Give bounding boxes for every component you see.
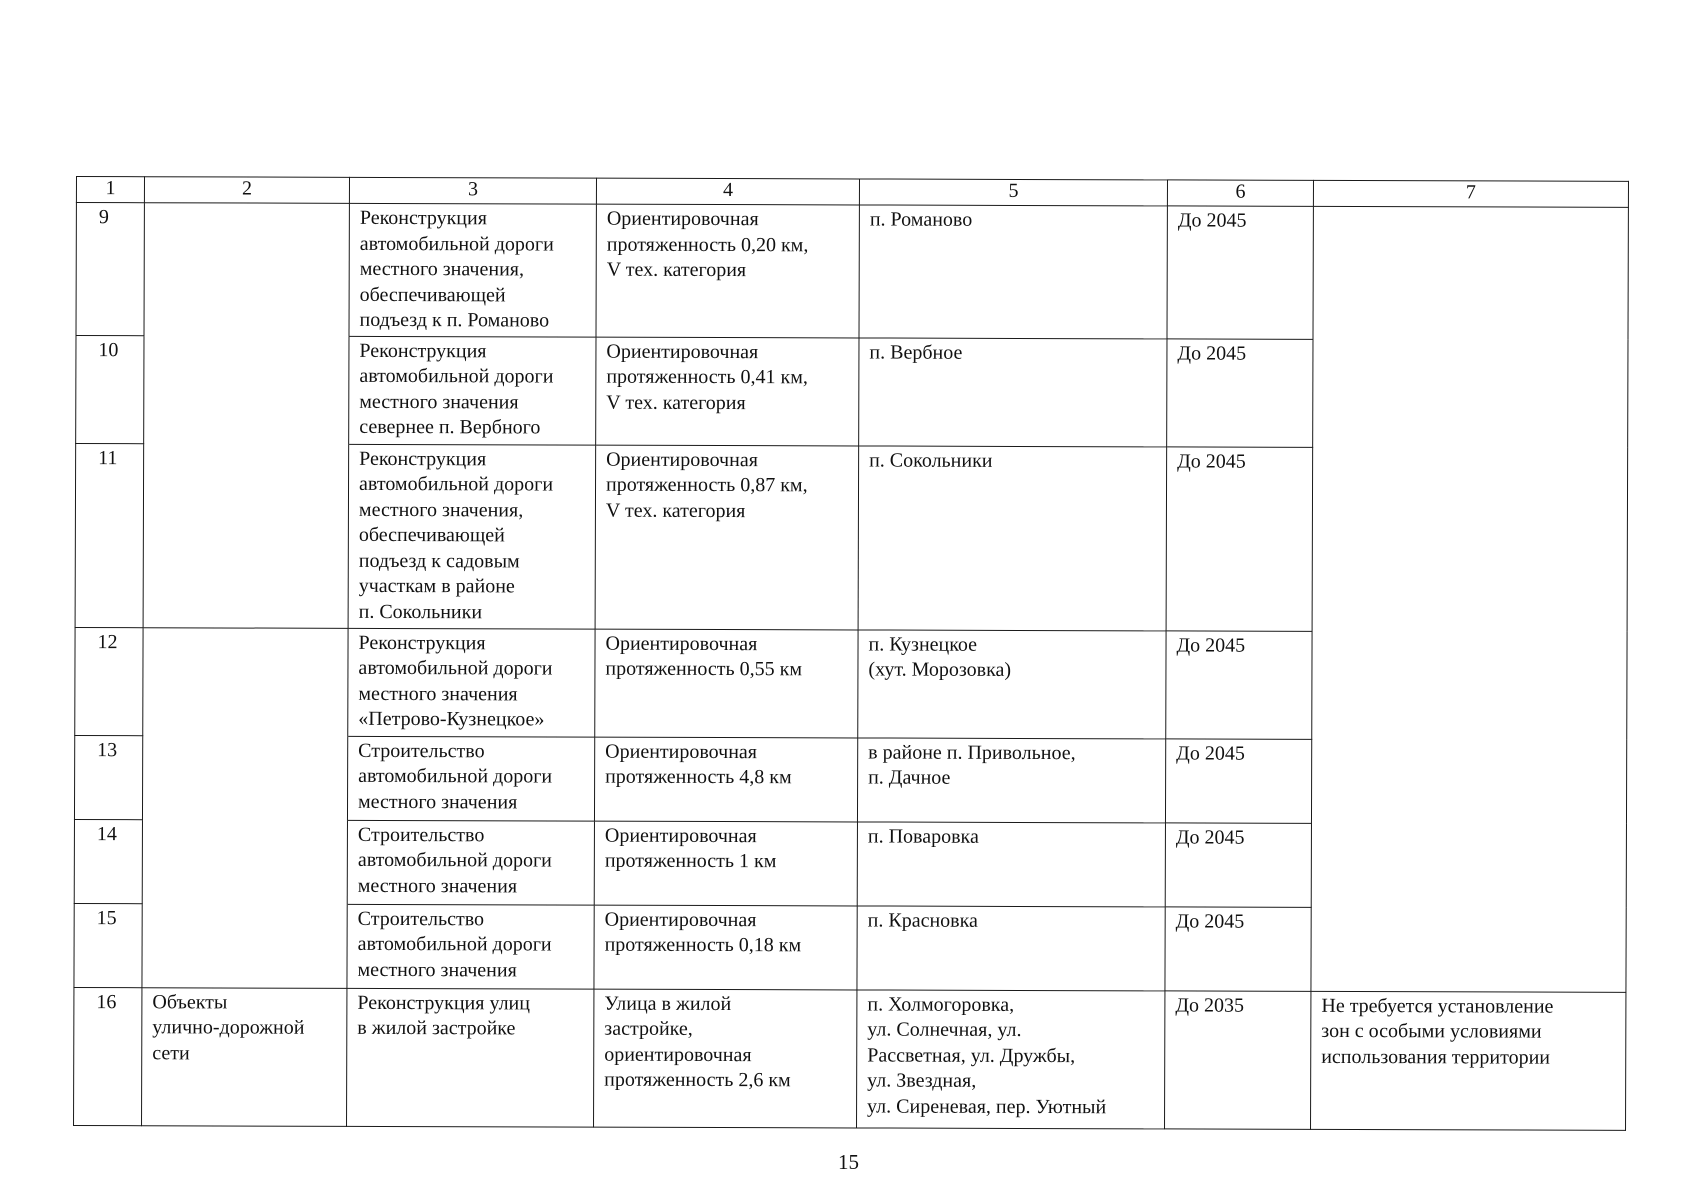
object-name: Реконструкция автомобильной дороги местного значения, обеспечивающей подъезд к садовым участкам в районе п. Сокольники [348,444,596,629]
object-location: в районе п. Привольное, п. Дачное [857,737,1165,822]
row-number: 11 [75,443,144,627]
column-header: 4 [596,178,859,205]
object-name: Строительство автомобильной дороги местного значения [347,904,594,989]
column-header: 2 [144,177,349,204]
special-zones [1312,447,1628,632]
table-row [75,443,1628,632]
implementation-term: До 2045 [1166,446,1313,630]
object-name: Реконструкция улиц в жилой застройке [347,988,594,1127]
row-number: 12 [75,627,143,735]
object-category [142,819,347,904]
special-zones [1311,907,1626,992]
row-number: 14 [74,819,142,903]
object-category [142,735,347,820]
object-characteristics: Ориентировочная протяженность 0,87 км, V тех. категория [595,445,859,630]
page-number: 15 [838,1150,859,1174]
table-row [74,819,1626,908]
table-row [74,903,1626,992]
object-name: Реконструкция автомобильной дороги местного значения, обеспечивающей подъезд к п. Романово [349,203,596,336]
object-location: п. Кузнецкое (хут. Морозовка) [858,629,1166,738]
object-characteristics: Ориентировочная протяженность 0,41 км, V тех. категория [596,337,859,446]
object-category [143,627,348,736]
implementation-term: До 2045 [1167,206,1313,339]
special-zones [1311,823,1626,908]
object-category [144,335,349,444]
object-location: п. Холмогоровка, ул. Солнечная, ул. Рассветная, ул. Дружбы, ул. Звездная, ул. Сиреневая, пер. Уютный [857,989,1165,1128]
object-name: Строительство автомобильной дороги местного значения [347,736,594,821]
special-zones [1313,206,1628,339]
object-location: п. Романово [859,205,1167,338]
object-location: п. Сокольники [858,445,1167,630]
special-zones: Не требуется установление зон с особыми условиями использования территории [1311,991,1626,1130]
object-location: п. Поваровка [857,821,1165,906]
row-number: 9 [76,203,144,336]
object-characteristics: Ориентировочная протяженность 1 км [594,821,857,906]
row-number: 15 [74,903,142,987]
object-name: Реконструкция автомобильной дороги местного значения севернее п. Вербного [349,336,596,445]
row-number: 16 [74,987,142,1125]
object-category: Объекты улично-дорожной сети [142,987,347,1126]
object-characteristics: Ориентировочная протяженность 0,18 км [594,905,857,990]
column-header: 6 [1167,180,1313,206]
column-header: 1 [76,177,144,203]
special-zones [1311,739,1626,824]
implementation-term: До 2045 [1165,822,1311,906]
special-zones [1312,631,1627,740]
implementation-term: До 2035 [1165,990,1311,1128]
column-header: 7 [1313,180,1628,207]
row-number: 13 [74,735,142,819]
implementation-term: До 2045 [1167,338,1313,446]
column-header: 3 [349,177,596,204]
object-category [144,203,349,336]
object-name: Строительство автомобильной дороги местного значения [347,820,594,905]
object-location: п. Вербное [859,337,1167,446]
object-characteristics: Улица в жилой застройке, ориентировочная протяженность 2,6 км [594,989,857,1128]
row-number: 10 [76,335,144,443]
column-header: 5 [859,179,1167,206]
table-row [74,987,1626,1130]
table-row [76,335,1628,448]
object-characteristics: Ориентировочная протяженность 4,8 км [594,737,857,822]
object-location: п. Красновка [857,905,1165,990]
object-name: Реконструкция автомобильной дороги местного значения «Петрово-Кузнецкое» [348,628,595,737]
implementation-term: До 2045 [1166,630,1312,738]
object-category [143,443,349,628]
table-row [75,627,1627,740]
object-characteristics: Ориентировочная протяженность 0,55 км [595,629,858,738]
implementation-term: До 2045 [1165,738,1311,822]
planning-objects-table [73,176,1629,1130]
table-row [76,203,1628,340]
implementation-term: До 2045 [1165,906,1311,990]
special-zones [1313,339,1628,448]
table-row [74,735,1626,824]
object-category [142,903,347,988]
object-characteristics: Ориентировочная протяженность 0,20 км, V тех. категория [596,204,859,337]
